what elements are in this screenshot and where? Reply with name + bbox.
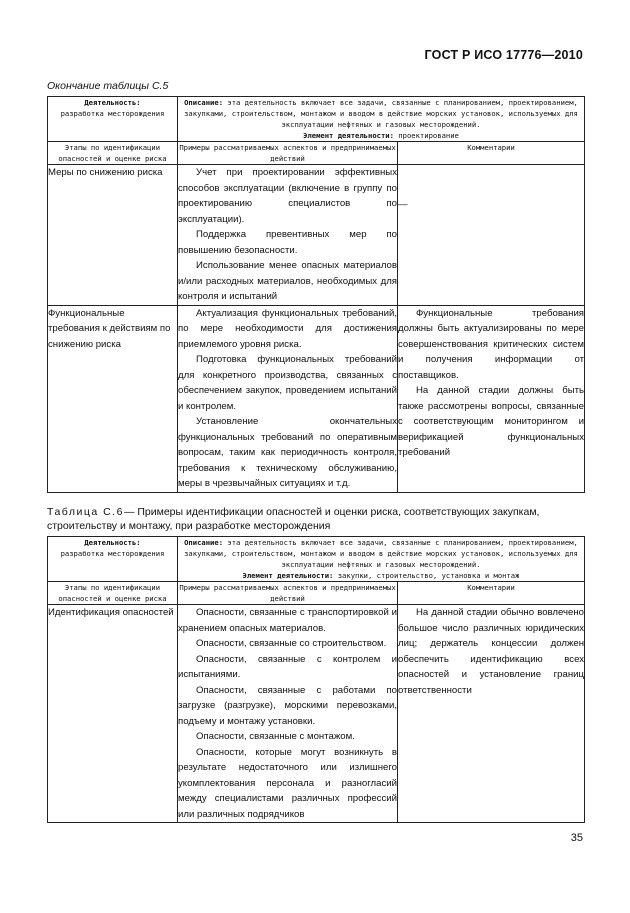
comment-item: На данной стадии обычно вовлечено большое число различных юридических лиц; держатель концессии должен обеспечить идентификацию всех опасностей и установление границ ответственности: [398, 607, 584, 696]
comment-item: На данной стадии должны быть также рассмотрены вопросы, связанные с соответствующим мониторингом и верификацией функциональных требований: [398, 385, 584, 458]
col-header-comments: Комментарии: [398, 582, 585, 605]
table-c6-header-row: [48, 537, 585, 582]
activity-value: разработка месторождения: [60, 549, 165, 558]
example-item: Подготовка функциональных требований для конкретного производства, связанных с обеспечением закупок, проведением испытаний и контролем.: [178, 354, 397, 412]
element-value: закупки, строительство, установка и монтаж: [337, 571, 520, 580]
stage-cell: [48, 165, 178, 306]
comments-cell: [398, 165, 585, 306]
example-item: Опасности, связанные с транспортировкой и хранением опасных материалов.: [178, 607, 397, 634]
table-c6-title: — Примеры идентификации опасностей и оценки риска, соответствующих закупкам, строительству и монтажу, при разработке месторождения: [47, 506, 540, 532]
description-label: Описание:: [184, 98, 224, 107]
example-item: Опасности, которые могут возникнуть в результате недостаточного или излишнего укомплектования персонала и разногласий между специалистами различных профессий или различных подрядчиков: [178, 746, 397, 820]
table-row: [48, 605, 585, 823]
example-item: Опасности, связанные с контролем и испытаниями.: [178, 653, 397, 680]
page-number: 35: [570, 832, 583, 844]
example-item: Опасности, связанные со строительством.: [196, 638, 387, 649]
activity-value: разработка месторождения: [60, 109, 165, 118]
description-text: эта деятельность включает все задачи, связанные с планированием, проектированием, закупками, строительством, монтажом и вводом в действие морских установок, используемых для эксплуатации нефтяных и газовых месторождений.: [184, 98, 578, 129]
stage-cell: [48, 605, 178, 823]
table-c6: [47, 536, 585, 823]
example-item: Поддержка превентивных мер по повышению безопасности.: [178, 229, 397, 256]
example-item: Учет при проектировании эффективных способов эксплуатации (включение в группу по проектированию специалистов по эксплуатации).: [178, 167, 397, 225]
activity-label: Деятельность:: [84, 538, 141, 547]
activity-label: Деятельность:: [84, 98, 141, 107]
col-header-stage: Этапы по идентификации опасностей и оценке риска: [48, 142, 178, 165]
examples-cell: [178, 605, 398, 823]
table-c6-caption: [47, 505, 585, 533]
activity-cell: [48, 537, 178, 582]
comments-cell: [398, 605, 585, 823]
stage-text: Функциональные требования к действиям по снижению риска: [48, 307, 171, 350]
standard-header: ГОСТ Р ИСО 17776—2010: [424, 48, 583, 62]
examples-cell: [178, 305, 398, 492]
comments-cell: [398, 305, 585, 492]
col-header-stage: Этапы по идентификации опасностей и оценке риска: [48, 582, 178, 605]
activity-cell: [48, 97, 178, 142]
table-row: [48, 165, 585, 306]
table-c5-caption: Окончание таблицы С.5: [47, 80, 169, 92]
example-item: Опасности, связанные с работами по загрузке (разгрузке), морскими перевозками, подъему и монтажу установки.: [178, 684, 397, 727]
col-header-examples: Примеры рассматриваемых аспектов и предпринимаемых действий: [179, 143, 396, 163]
description-text: эта деятельность включает все задачи, связанные с планированием, проектированием, закупками, строительством, монтажом и вводом в действие морских установок, используемых для эксплуатации нефтяных и газовых месторождений.: [184, 538, 578, 569]
description-cell: [178, 97, 585, 142]
table-c6-label: Таблица С.6: [47, 506, 124, 518]
table-row: [48, 305, 585, 492]
description-label: Описание:: [184, 538, 224, 547]
example-item: Актуализация функциональных требований, по мере необходимости для достижения приемлемого уровня риска.: [178, 307, 397, 350]
comment-item: —: [398, 199, 408, 210]
element-label: Элемент деятельности:: [303, 131, 394, 140]
table-c5-header-row: [48, 97, 585, 142]
example-item: Использование менее опасных материалов и/или расходных материалов, необходимых для контроля и испытаний: [178, 260, 397, 302]
table-c6-column-headers: [48, 582, 585, 605]
col-header-examples: Примеры рассматриваемых аспектов и предпринимаемых действий: [179, 583, 396, 603]
examples-cell: [178, 165, 398, 306]
comment-item: Функциональные требования должны быть актуализированы по мере совершенствования критических систем и получения информации от поставщиков.: [398, 307, 584, 381]
element-label: Элемент деятельности:: [242, 571, 334, 580]
element-value: проектирование: [398, 131, 459, 140]
example-item: Установление окончательных функциональных требований по оперативным вопросам, таким как периодичность контроля, требования к техническому обслуживанию, меры в чрезвычайных ситуациях и т.д.: [178, 416, 397, 489]
stage-text: Меры по снижению риска: [48, 167, 163, 178]
example-item: Опасности, связанные с монтажом.: [196, 731, 355, 742]
description-cell: [178, 537, 585, 582]
table-c5-column-headers: [48, 142, 585, 165]
stage-cell: [48, 305, 178, 492]
stage-text: Идентификация опасностей: [48, 607, 174, 618]
table-c5: [47, 96, 585, 493]
col-header-comments: Комментарии: [398, 142, 585, 165]
